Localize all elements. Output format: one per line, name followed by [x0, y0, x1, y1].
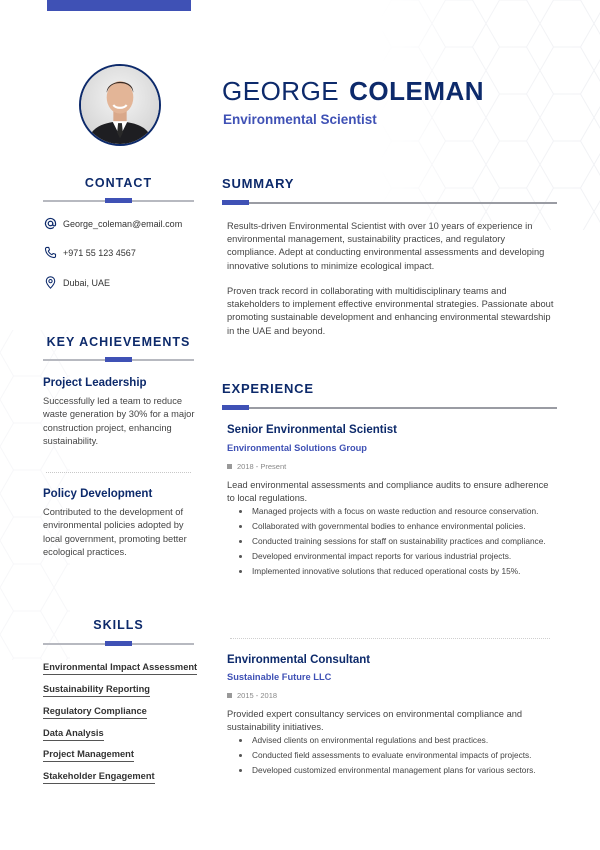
job-bullet: Developed environmental impact reports for various industrial projects. — [238, 551, 558, 562]
experience-divider — [222, 407, 557, 409]
job-bullet: Managed projects with a focus on waste reduction and resource conservation. — [238, 506, 558, 517]
location-text: Dubai, UAE — [63, 277, 111, 288]
job-description: Provided expert consultancy services on environmental compliance and sustainability initiatives. — [227, 709, 523, 732]
job-description: Lead environmental assessments and compliance audits to ensure adherence to local regulations. — [227, 480, 549, 503]
job-bullet: Advised clients on environmental regulations and best practices. — [238, 735, 558, 746]
job-dates — [227, 462, 286, 471]
contact-heading: CONTACT — [84, 176, 153, 190]
job-bullet: Conducted training sessions for staff on sustainability practices and compliance. — [238, 536, 558, 547]
job-title: Environmental Scientist — [223, 112, 377, 127]
job-bullet: Implemented innovative solutions that reduced operational costs by 15%. — [238, 566, 558, 577]
first-name: GEORGE — [222, 76, 340, 106]
skills-divider — [43, 643, 194, 645]
summary-paragraph: Proven track record in collaborating with multidisciplinary teams and stakeholders to implement effective environmental strategies. Passionate about promoting sustainable development and enhancing environmental stewardship in the UAE and beyond. — [227, 286, 554, 336]
job-role: Environmental Consultant — [227, 654, 371, 666]
divider-accent — [105, 641, 132, 646]
job-bullet: Collaborated with governmental bodies to enhance environmental policies. — [238, 521, 558, 532]
job-dates-text: 2018 - Present — [237, 462, 287, 471]
summary-divider — [222, 202, 557, 204]
job-bullet: Conducted field assessments to evaluate environmental impacts of projects. — [238, 750, 558, 761]
summary-heading: SUMMARY — [222, 176, 295, 191]
job-role: Senior Environmental Scientist — [227, 424, 397, 436]
email-text: George_coleman@email.com — [63, 218, 183, 229]
skill-item: Project Management — [43, 749, 134, 762]
achievement-title: Project Leadership — [43, 377, 147, 389]
skill-item: Data Analysis — [43, 728, 104, 741]
skill-item: Sustainability Reporting — [43, 684, 150, 697]
phone-text: +971 55 123 4567 — [63, 247, 136, 258]
person-avatar-icon — [81, 66, 159, 144]
calendar-bullet-icon — [227, 693, 232, 698]
divider-accent — [105, 357, 132, 362]
achievement-separator — [46, 472, 191, 473]
candidate-name — [222, 76, 484, 107]
job-separator — [230, 638, 550, 639]
contact-email[interactable] — [44, 217, 182, 230]
company-name: Environmental Solutions Group — [227, 443, 367, 453]
contact-phone[interactable] — [44, 246, 136, 259]
profile-photo — [79, 64, 161, 146]
job-bullet: Developed customized environmental management plans for various sectors. — [238, 765, 558, 776]
location-pin-icon — [44, 276, 57, 289]
job-bullets — [238, 735, 558, 780]
experience-heading: EXPERIENCE — [222, 381, 314, 396]
contact-divider — [43, 200, 194, 202]
achievement-title: Policy Development — [43, 488, 153, 500]
company-name: Sustainable Future LLC — [227, 672, 332, 682]
contact-location — [44, 276, 110, 289]
achievements-divider — [43, 359, 194, 361]
skills-heading: SKILLS — [93, 618, 144, 632]
last-name: COLEMAN — [349, 76, 485, 106]
skill-item: Regulatory Compliance — [43, 706, 147, 719]
divider-accent — [105, 198, 132, 203]
skill-item: Stakeholder Engagement — [43, 771, 155, 784]
job-bullets — [238, 506, 558, 581]
achievement-description: Successfully led a team to reduce waste generation by 30% for a major construction project, enhancing sustainability. — [43, 396, 195, 446]
job-dates — [227, 691, 277, 700]
skill-item: Environmental Impact Assessment — [43, 662, 197, 675]
achievement-description: Contributed to the development of environmental policies adopted by local government, promoting better ecological practices. — [43, 507, 187, 557]
divider-accent — [222, 405, 249, 410]
achievements-heading: KEY ACHIEVEMENTS — [46, 335, 191, 349]
top-accent-bar — [47, 0, 191, 11]
summary-paragraph: Results-driven Environmental Scientist with over 10 years of experience in environmental management, sustainability practices, and regulatory compliance. Adept at conducting environmental assessments and developing innovative solutions to minimize ecological impact. — [227, 221, 545, 271]
phone-icon — [44, 246, 57, 259]
divider-accent — [222, 200, 249, 205]
job-dates-text: 2015 - 2018 — [237, 691, 278, 700]
at-sign-icon — [44, 217, 57, 230]
calendar-bullet-icon — [227, 464, 232, 469]
